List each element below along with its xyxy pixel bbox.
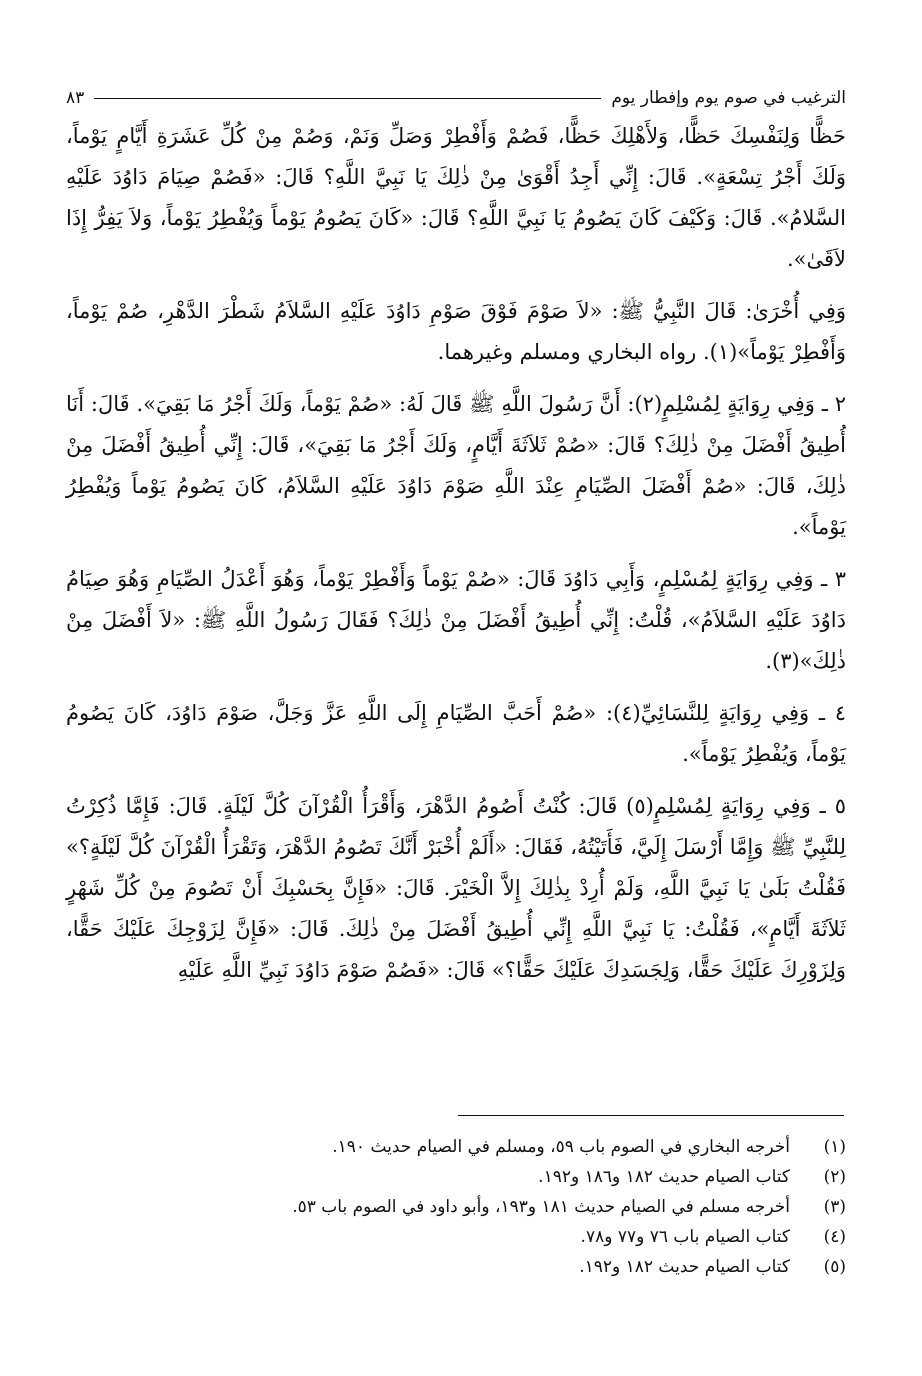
footnote-item <box>66 1192 846 1222</box>
footnote-item <box>66 1162 846 1192</box>
running-title: الترغيب في صوم يوم وإفطار يوم <box>611 88 846 108</box>
footnote-number: (٢) <box>823 1167 846 1187</box>
footnote-separator <box>458 1115 844 1116</box>
footnotes <box>66 1132 846 1282</box>
footnote-number: (٥) <box>823 1257 846 1277</box>
footnote-number: (٣) <box>823 1197 846 1217</box>
running-header <box>66 84 846 112</box>
footnote-item <box>66 1132 846 1162</box>
paragraph-hadith-3: ٣ ـ وَفِي رِوَايَةٍ لِمُسْلِمٍ، وَأَبِي دَاوُدَ قَالَ: «صُمْ يَوْماً وَأَفْطِرْ يَوْماً، وَهُوَ أَعْدَلُ الصِّيَامِ وَهُوَ صِيَامُ دَاوُدَ عَلَيْهِ السَّلاَمُ»، قُلْتُ: إِنِّي أُطِيقُ أَفْضَلَ مِنْ ذٰلِكَ؟ فَقَالَ رَسُولُ اللَّهِ ﷺ: «لاَ أَفْضَلَ مِنْ ذٰلِكَ»(٣). <box>66 567 846 673</box>
footnote-number: (٤) <box>823 1227 846 1247</box>
footnote-text: كتاب الصيام حديث ١٨٢ و١٨٦ و١٩٢. <box>538 1167 790 1187</box>
footnote-text: كتاب الصيام حديث ١٨٢ و١٩٢. <box>579 1257 790 1277</box>
footnote-item <box>66 1222 846 1252</box>
paragraph-other-narration: وَفِي أُخْرَىٰ: قَالَ النَّبِيُّ ﷺ: «لاَ صَوْمَ فَوْقَ صَوْمِ دَاوُدَ عَلَيْهِ السَّلاَمُ شَطْرَ الدَّهْرِ، صُمْ يَوْماً، وَأَفْطِرْ يَوْماً»(١). رواه البخاري ومسلم وغيرهما. <box>66 299 846 364</box>
footnote-item <box>66 1252 846 1282</box>
paragraph-hadith-5: ٥ ـ وَفِي رِوَايَةٍ لِمُسْلِمٍ(٥) قَالَ: كُنْتُ أَصُومُ الدَّهْرَ، وَأَقْرَأُ الْقُرْآنَ كُلَّ لَيْلَةٍ. قَالَ: فَإِمَّا ذُكِرْتُ لِلنَّبِيِّ ﷺ وَإِمَّا أَرْسَلَ إِلَيَّ، فَأَتَيْتُهُ، فَقَالَ: «أَلَمْ أُخْبَرْ أَنَّكَ تَصُومُ الدَّهْرَ، وَتَقْرَأُ الْقُرْآنَ كُلَّ لَيْلَةٍ؟» فَقُلْتُ بَلَىٰ يَا نَبِيَّ اللَّهِ، وَلَمْ أُرِدْ بِذٰلِكَ إِلاَّ الْخَيْرَ. قَالَ: «فَإِنَّ بِحَسْبِكَ أَنْ تَصُومَ مِنْ كُلِّ شَهْرٍ ثَلاَثَةَ أَيَّامٍ»، فَقُلْتُ: يَا نَبِيَّ اللَّهِ إِنِّي أُطِيقُ أَفْضَلَ مِنْ ذٰلِكَ. قَالَ: «فَإِنَّ لِزَوْجِكَ عَلَيْكَ حَقًّا، وَلِزَوْرِكَ عَلَيْكَ حَقًّا، وَلِجَسَدِكَ عَلَيْكَ حَقًّا؟» قَالَ: «فَصُمْ صَوْمَ دَاوُدَ نَبِيِّ اللَّهِ عَلَيْهِ <box>66 794 846 982</box>
main-text <box>66 116 846 1002</box>
paragraph-continued: حَظًّا وَلِنَفْسِكَ حَظًّا، وَلأَهْلِكَ حَظًّا، فَصُمْ وَأَفْطِرْ وَصَلِّ وَنَمْ، وَصُمْ مِنْ كُلِّ عَشَرَةِ أَيَّامٍ يَوْماً، وَلَكَ أَجْرُ تِسْعَةٍ». قَالَ: إِنِّي أَجِدُ أَقْوَىٰ مِنْ ذٰلِكَ يَا نَبِيَّ اللَّهِ؟ قَالَ: «فَصُمْ صِيَامَ دَاوُدَ عَلَيْهِ السَّلامُ». قَالَ: وَكَيْفَ كَانَ يَصُومُ يَا نَبِيَّ اللَّهِ؟ قَالَ: «كَانَ يَصُومُ يَوْماً وَيُفْطِرُ يَوْماً، وَلاَ يَفِرُّ إِذَا لاَقَىٰ». <box>66 124 846 271</box>
footnote-text: أخرجه مسلم في الصيام حديث ١٨١ و١٩٣، وأبو داود في الصوم باب ٥٣. <box>292 1197 790 1217</box>
header-rule <box>94 98 601 99</box>
footnote-text: أخرجه البخاري في الصوم باب ٥٩، ومسلم في الصيام حديث ١٩٠. <box>332 1137 790 1157</box>
footnote-number: (١) <box>823 1137 846 1157</box>
page-number: ٨٣ <box>66 88 85 108</box>
footnote-text: كتاب الصيام باب ٧٦ و٧٧ و٧٨. <box>580 1227 790 1247</box>
paragraph-hadith-2: ٢ ـ وَفِي رِوَايَةٍ لِمُسْلِمٍ(٢): أَنَّ رَسُولَ اللَّهِ ﷺ قَالَ لَهُ: «صُمْ يَوْماً، وَلَكَ أَجْرُ مَا بَقِيَ». قَالَ: أَنَا أُطِيقُ أَفْضَلَ مِنْ ذٰلِكَ؟ قَالَ: «صُمْ ثَلاَثَةَ أَيَّامٍ، وَلَكَ أَجْرُ مَا بَقِيَ»، قَالَ: إِنِّي أُطِيقُ أَفْضَلَ مِنْ ذٰلِكَ، قَالَ: «صُمْ أَفْضَلَ الصِّيَامِ عِنْدَ اللَّهِ صَوْمَ دَاوُدَ عَلَيْهِ السَّلاَمُ، كَانَ يَصُومُ يَوْماً وَيُفْطِرُ يَوْماً». <box>66 392 846 539</box>
paragraph-hadith-4: ٤ ـ وَفِي رِوَايَةٍ لِلنَّسَائِيِّ(٤): «صُمْ أَحَبَّ الصِّيَامِ إِلَى اللَّهِ عَزَّ وَجَلَّ، صَوْمَ دَاوُدَ، كَانَ يَصُومُ يَوْماً، وَيُفْطِرُ يَوْماً». <box>66 701 846 766</box>
